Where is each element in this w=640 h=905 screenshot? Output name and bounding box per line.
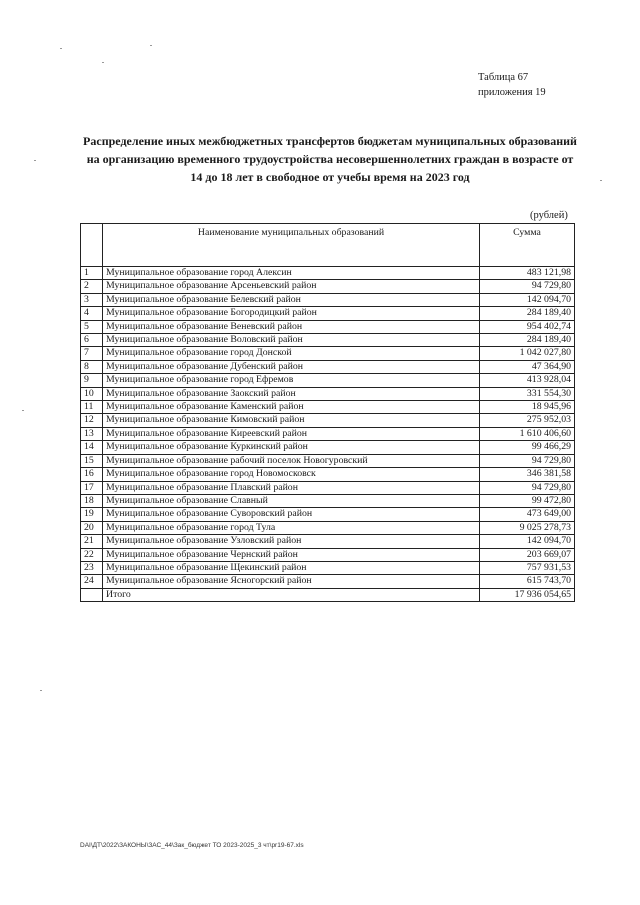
distribution-table [80, 223, 575, 602]
row-amount: 203 669,07 [480, 548, 575, 561]
row-amount: 483 121,98 [480, 267, 575, 280]
row-number: 16 [81, 468, 103, 481]
row-name: Муниципальное образование город Донской [103, 347, 480, 360]
row-number: 20 [81, 521, 103, 534]
row-number: 23 [81, 561, 103, 574]
scan-speck [600, 180, 602, 181]
row-number: 15 [81, 454, 103, 467]
row-name: Муниципальное образование Суворовский район [103, 508, 480, 521]
row-name: Муниципальное образование город Ефремов [103, 374, 480, 387]
row-number: 5 [81, 320, 103, 333]
appendix-number: приложения 19 [478, 87, 546, 98]
row-number: 11 [81, 401, 103, 414]
units-label: (рублей) [530, 210, 568, 221]
row-number: 7 [81, 347, 103, 360]
table-row [81, 387, 575, 400]
table-row [81, 481, 575, 494]
total-label: Итого [103, 588, 480, 601]
row-amount: 275 952,03 [480, 414, 575, 427]
header-amount: Сумма [480, 224, 575, 267]
total-row [81, 588, 575, 601]
row-name: Муниципальное образование Куркинский район [103, 441, 480, 454]
row-number: 24 [81, 575, 103, 588]
row-amount: 615 743,70 [480, 575, 575, 588]
scan-speck [40, 690, 42, 691]
table-number: Таблица 67 [478, 72, 529, 83]
row-amount: 473 649,00 [480, 508, 575, 521]
row-amount: 94 729,80 [480, 280, 575, 293]
row-amount: 99 472,80 [480, 494, 575, 507]
table-row [81, 508, 575, 521]
header-name: Наименование муниципальных образований [103, 224, 480, 267]
total-number-cell [81, 588, 103, 601]
row-name: Муниципальное образование Богородицкий район [103, 307, 480, 320]
row-amount: 142 094,70 [480, 535, 575, 548]
table-row [81, 561, 575, 574]
row-number: 12 [81, 414, 103, 427]
document-title: Распределение иных межбюджетных трансфертов бюджетам муниципальных образований на организацию временного трудоустройства несовершеннолетних граждан в возрасте от 14 до 18 лет в свободное от учебы время на 2023 год [83, 134, 577, 184]
row-name: Муниципальное образование Щекинский район [103, 561, 480, 574]
header-number [81, 224, 103, 267]
row-name: Муниципальное образование город Тула [103, 521, 480, 534]
row-name: Муниципальное образование Воловский район [103, 334, 480, 347]
row-number: 3 [81, 293, 103, 306]
table-header-row [81, 224, 575, 267]
table-row [81, 427, 575, 440]
row-amount: 99 466,29 [480, 441, 575, 454]
row-name: Муниципальное образование Чернский район [103, 548, 480, 561]
table-row [81, 267, 575, 280]
scan-speck [22, 410, 24, 411]
row-number: 8 [81, 360, 103, 373]
row-number: 2 [81, 280, 103, 293]
row-number: 9 [81, 374, 103, 387]
table-row [81, 414, 575, 427]
table-row [81, 535, 575, 548]
scan-speck [102, 62, 104, 63]
table-row [81, 575, 575, 588]
table-row [81, 320, 575, 333]
table-row [81, 307, 575, 320]
row-name: Муниципальное образование Заокский район [103, 387, 480, 400]
row-name: Муниципальное образование рабочий поселок Новогуровский [103, 454, 480, 467]
row-name: Муниципальное образование город Новомосковск [103, 468, 480, 481]
row-amount: 954 402,74 [480, 320, 575, 333]
row-amount: 18 945,96 [480, 401, 575, 414]
table-reference [478, 70, 546, 100]
row-amount: 1 042 027,80 [480, 347, 575, 360]
row-number: 6 [81, 334, 103, 347]
row-amount: 1 610 406,60 [480, 427, 575, 440]
table-row [81, 468, 575, 481]
table-body [81, 267, 575, 589]
table-row [81, 334, 575, 347]
row-amount: 47 364,90 [480, 360, 575, 373]
row-amount: 346 381,58 [480, 468, 575, 481]
row-name: Муниципальное образование Веневский район [103, 320, 480, 333]
row-name: Муниципальное образование Кимовский район [103, 414, 480, 427]
row-name: Муниципальное образование Славный [103, 494, 480, 507]
row-number: 13 [81, 427, 103, 440]
row-number: 17 [81, 481, 103, 494]
row-amount: 284 189,40 [480, 307, 575, 320]
total-amount: 17 936 054,65 [480, 588, 575, 601]
row-amount: 9 025 278,73 [480, 521, 575, 534]
row-number: 22 [81, 548, 103, 561]
row-amount: 284 189,40 [480, 334, 575, 347]
row-number: 21 [81, 535, 103, 548]
row-name: Муниципальное образование Дубенский район [103, 360, 480, 373]
row-number: 1 [81, 267, 103, 280]
row-name: Муниципальное образование Арсеньевский район [103, 280, 480, 293]
row-name: Муниципальное образование Каменский район [103, 401, 480, 414]
row-name: Муниципальное образование Ясногорский район [103, 575, 480, 588]
table-row [81, 441, 575, 454]
table-row [81, 360, 575, 373]
row-amount: 413 928,04 [480, 374, 575, 387]
table-row [81, 401, 575, 414]
row-name: Муниципальное образование Киреевский район [103, 427, 480, 440]
table-row [81, 454, 575, 467]
row-amount: 94 729,80 [480, 481, 575, 494]
row-amount: 94 729,80 [480, 454, 575, 467]
table-row [81, 293, 575, 306]
table-row [81, 548, 575, 561]
scan-speck [60, 48, 62, 49]
scan-speck [150, 45, 152, 46]
row-name: Муниципальное образование Белевский район [103, 293, 480, 306]
table-row [81, 521, 575, 534]
row-number: 18 [81, 494, 103, 507]
row-number: 14 [81, 441, 103, 454]
table-row [81, 347, 575, 360]
row-amount: 331 554,30 [480, 387, 575, 400]
row-number: 10 [81, 387, 103, 400]
row-amount: 142 094,70 [480, 293, 575, 306]
table-row [81, 280, 575, 293]
table-row [81, 494, 575, 507]
row-amount: 757 931,53 [480, 561, 575, 574]
row-name: Муниципальное образование город Алексин [103, 267, 480, 280]
table-row [81, 374, 575, 387]
row-name: Муниципальное образование Узловский район [103, 535, 480, 548]
row-number: 19 [81, 508, 103, 521]
row-name: Муниципальное образование Плавский район [103, 481, 480, 494]
scan-speck [34, 160, 36, 161]
row-number: 4 [81, 307, 103, 320]
file-path-footer: DAI\ДТ\2022\ЗАКОНЫ\ЗАС_44\Зак_бюджет ТО 2023-2025_3 чт\pr19-67.xls [80, 842, 304, 849]
